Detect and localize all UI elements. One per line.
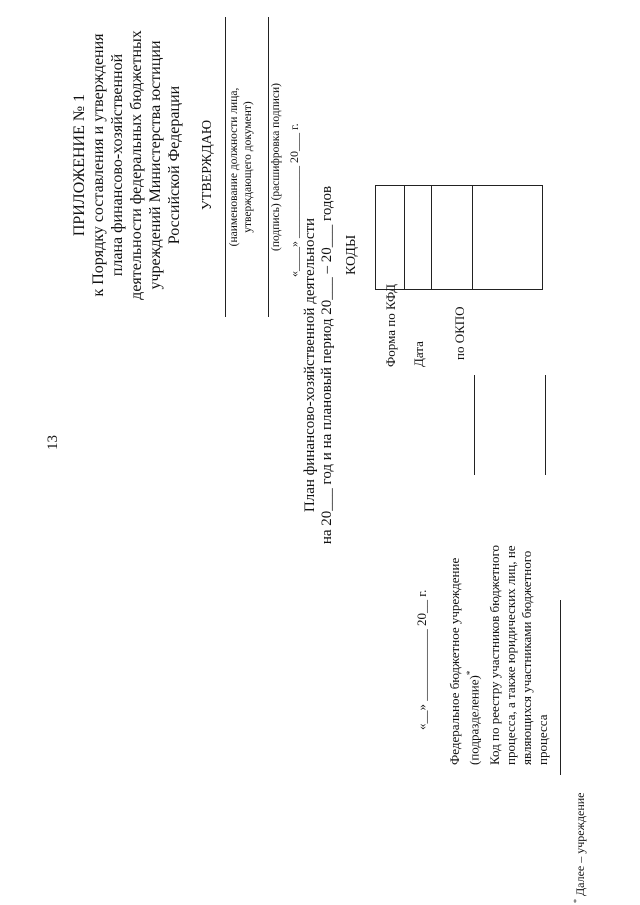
registry-line: являющихся участниками бюджетного	[519, 550, 534, 765]
footnote-text: Далее – учреждение	[573, 792, 587, 896]
codes-label-date: Дата	[411, 341, 426, 367]
signature-line	[268, 17, 269, 317]
institution-sub-text: (подразделение)	[466, 675, 482, 765]
appendix-line: деятельности федеральных бюджетных	[128, 30, 145, 300]
plan-title	[302, 125, 336, 605]
registry-label	[487, 545, 551, 765]
registry-line: процесса, а также юридических лиц, не	[503, 545, 518, 765]
registry-line: процесса	[535, 714, 550, 765]
institution-label: Федеральное бюджетное учреждение	[447, 557, 462, 765]
appendix-title: ПРИЛОЖЕНИЕ № 1	[71, 93, 88, 237]
position-caption-line: (наименование должности лица,	[228, 87, 240, 247]
footnote	[572, 792, 588, 903]
appendix-line: к Порядку составления и утверждения	[90, 33, 107, 297]
appendix-line: учреждений Министерства юстиции	[147, 40, 164, 290]
left-date-line: «__» ___________ 20__ г.	[414, 589, 429, 730]
approve-title: УТВЕРЖДАЮ	[200, 119, 215, 211]
appendix-block	[70, 25, 184, 305]
appendix-line: плана финансово-хозяйственной	[109, 53, 126, 277]
codes-header: КОДЫ	[344, 234, 359, 275]
approve-date-line: «____» ____________ 20___ г.	[287, 123, 301, 277]
position-caption	[227, 17, 255, 317]
codes-row-divider	[431, 186, 432, 289]
page-number: 13	[45, 435, 61, 450]
appendix-line: Российской Федерации	[166, 85, 183, 245]
position-line	[225, 17, 226, 317]
codes-row-divider	[472, 186, 473, 289]
codes-row-divider	[404, 186, 405, 289]
codes-label-okpo: по ОКПО	[452, 306, 467, 360]
plan-title-line2: на 20___ год и на плановый период 20___ – 20___ годов	[319, 185, 335, 545]
registry-line: Код по реестру участников бюджетного	[487, 545, 502, 765]
registry-fill-line	[545, 375, 546, 475]
position-caption-line: утверждающего документ)	[242, 101, 254, 233]
codes-label-kfd: Форма по КФД	[383, 283, 398, 367]
footnote-rule	[560, 600, 561, 775]
signature-caption: (подпись) (расшифровка подписи)	[270, 83, 282, 252]
codes-table	[375, 185, 543, 290]
institution-sub	[465, 671, 482, 765]
footnote-mark: *	[465, 670, 475, 676]
plan-title-line1: План финансово-хозяйственной деятельности	[302, 217, 318, 513]
institution-fill-line	[474, 375, 475, 475]
footnote-star: *	[572, 899, 581, 903]
